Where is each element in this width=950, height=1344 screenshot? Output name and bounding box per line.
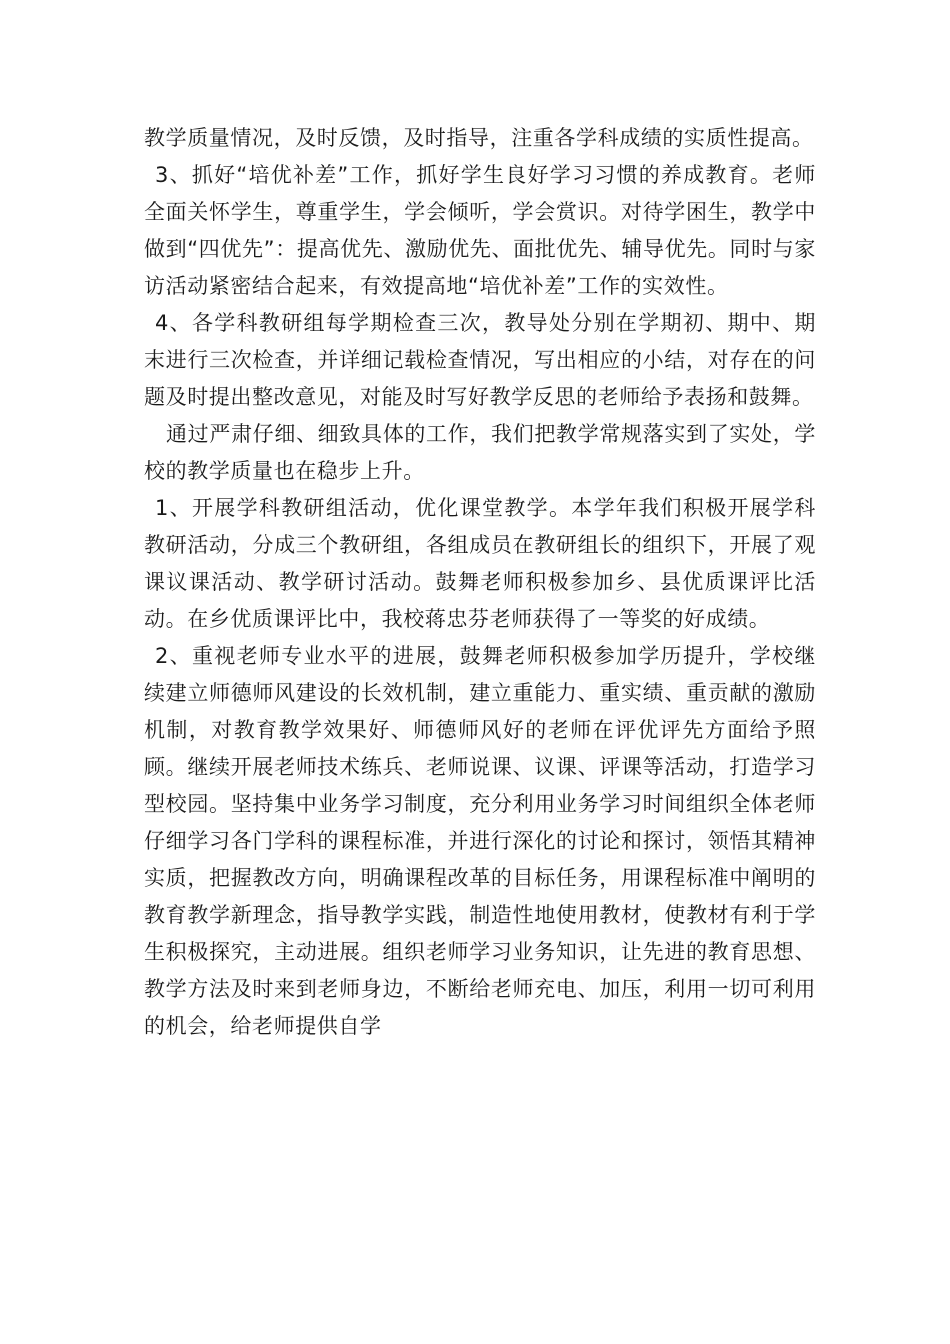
document-body [144, 120, 816, 1045]
paragraph-item-2: 2、重视老师专业水平的进展，鼓舞老师积极参加学历提升，学校继续建立师德师风建设的长效机制，建立重能力、重实绩、重贡献的激励机制，对教育教学效果好、师德师风好的老师在评优评先方面给予照顾。继续开展老师技术练兵、老师说课、议课、评课等活动，打造学习型校园。坚持集中业务学习制度，充分利用业务学习时间组织全体老师仔细学习各门学科的课程标准，并进行深化的讨论和探讨，领悟其精神实质，把握教改方向，明确课程改革的目标任务，用课程标准中阐明的教育教学新理念，指导教学实践，制造性地使用教材，使教材有利于学生积极探究，主动进展。组织老师学习业务知识，让先进的教育思想、教学方法及时来到老师身边，不断给老师充电、加压，利用一切可利用的机会，给老师提供自学 [144, 644, 816, 1038]
paragraph-item-1: 1、开展学科教研组活动，优化课堂教学。本学年我们积极开展学科教研活动，分成三个教研组，各组成员在教研组长的组织下，开展了观课议课活动、教学研讨活动。鼓舞老师积极参加乡、县优质课评比活动。在乡优质课评比中，我校蒋忠芬老师获得了一等奖的好成绩。 [144, 496, 816, 631]
paragraph-summary: 通过严肃仔细、细致具体的工作，我们把教学常规落实到了实处，学校的教学质量也在稳步上升。 [144, 422, 816, 483]
paragraph-item-4: 4、各学科教研组每学期检查三次，教导处分别在学期初、期中、期末进行三次检查，并详细记载检查情况，写出相应的小结，对存在的问题及时提出整改意见，对能及时写好教学反思的老师给予表扬和鼓舞。 [144, 311, 816, 409]
paragraph-item-3: 3、抓好“培优补差”工作，抓好学生良好学习习惯的养成教育。老师全面关怀学生，尊重学生，学会倾听，学会赏识。对待学困生，教学中做到“四优先”：提高优先、激励优先、面批优先、辅导优先。同时与家访活动紧密结合起来，有效提高地“培优补差”工作的实效性。 [144, 163, 816, 298]
paragraph-continuation: 教学质量情况，及时反馈，及时指导，注重各学科成绩的实质性提高。 [144, 126, 814, 150]
